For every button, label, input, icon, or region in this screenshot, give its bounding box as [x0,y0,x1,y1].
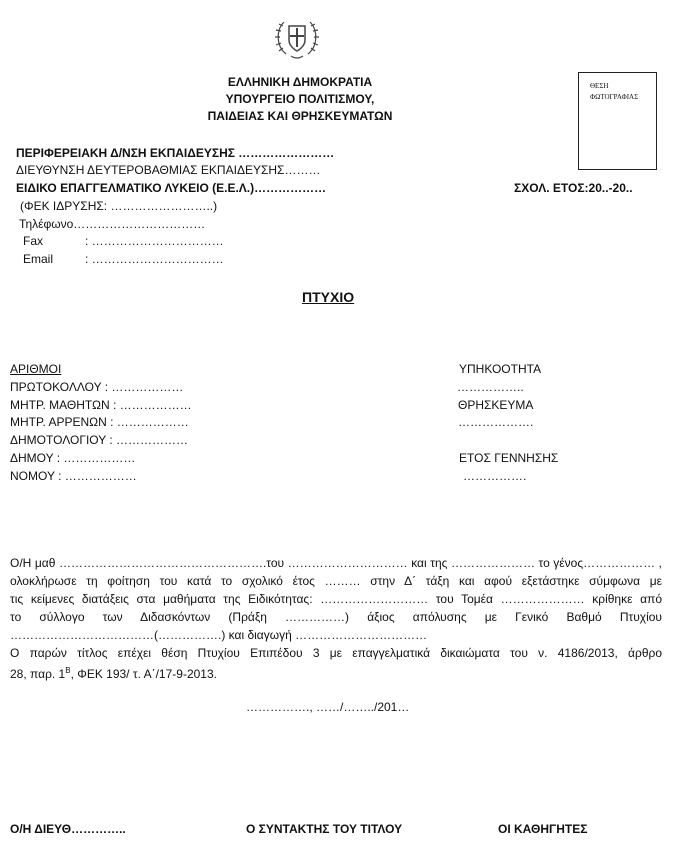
birth-year-value: ……………. [463,469,527,483]
protocol-number: ΠΡΩΤΟΚΟΛΛΟΥ : ……………… [10,380,184,394]
photo-label: ΘΕΣΗ ΦΩΤΟΓΡΑΦΙΑΣ [590,82,639,101]
director-signature-label: Ο/Η ΔΙΕΥΘ………….. [10,822,126,836]
fax-field: : …………………………… [85,234,224,248]
photo-placeholder [578,72,657,170]
certificate-body [10,554,662,683]
fek-founding: (ΦΕΚ ΙΔΡΥΣΗΣ: ……………………..) [20,199,218,213]
body-line-7b: , ΦΕΚ 193/ τ. Α΄/17-9-2013. [70,667,217,681]
body-line-2: ολοκλήρωσε τη φοίτηση του κατά το σχολικό έτος ……… στην Δ΄ τάξη και αφού εξετάστηκε σύμφωνα με [10,574,662,588]
header-line-3: ΠΑΙΔΕΙΑΣ ΚΑΙ ΘΡΗΣΚΕΥΜΑΤΩΝ [207,109,393,123]
author-signature-label: Ο ΣΥΝΤΑΚΤΗΣ ΤΟΥ ΤΙΤΛΟΥ [246,822,403,836]
header-line-2: ΥΠΟΥΡΓΕΙΟ ΠΟΛΙΤΙΣΜΟΥ, [225,92,375,106]
male-register-number: ΜΗΤΡ. ΑΡΡΕΝΩΝ : ……………… [10,415,189,429]
citizenship-value: …………….. [457,380,524,394]
body-line-6: Ο παρών τίτλος επέχει θέση Πτυχίου Επιπέδου 3 με επαγγελματικά δικαιώματα του ν. 4186/2013, άρθρο [10,646,662,660]
regional-directorate: ΠΕΡΙΦΕΡΕΙΑΚΗ Δ/ΝΣΗ ΕΚΠΑΙΔΕΥΣΗΣ …………………… [16,146,335,160]
religion-value: ………………. [458,415,534,429]
document-title: ΠΤΥΧΙΟ [302,289,355,305]
phone-field: Τηλέφωνο…………………………… [19,217,206,231]
body-line-7-superscript: Β [65,666,71,675]
school-year: ΣΧΟΛ. ΕΤΟΣ:20..-20.. [514,181,633,195]
prefecture-field: ΝΟΜΟΥ : ……………… [10,469,137,483]
teachers-signature-label: ΟΙ ΚΑΘΗΓΗΤΕΣ [498,822,588,836]
student-register-number: ΜΗΤΡ. ΜΑΘΗΤΩΝ : ……………… [10,398,192,412]
ministry-header [0,74,600,125]
municipal-register-number: ΔΗΜΟΤΟΛΟΓΙΟΥ : ……………… [10,433,189,447]
body-line-3: τις κείμενες διατάξεις στα μαθήματα της Ειδικότητας: ……………………… του Τομέα ………………… κρίθηκε από [10,592,662,606]
email-field: : …………………………… [85,252,224,266]
body-line-5: ………………………………(…………….) και διαγωγή …………………………… [10,628,428,642]
date-line: ……………., ……/……../201… [246,700,410,714]
body-line-4: το σύλλογο των Διδασκόντων (Πράξη ……………) άξιος απόλυσης με Γενικό Βαθμό Πτυχίου [10,610,662,624]
header-line-1: ΕΛΛΗΝΙΚΗ ΔΗΜΟΚΡΑΤΙΑ [227,75,373,89]
secondary-directorate: ΔΙΕΥΘΥΝΣΗ ΔΕΥΤΕΡΟΒΑΘΜΙΑΣ ΕΚΠΑΙΔΕΥΣΗΣ……… [16,163,321,177]
body-line-7 [10,662,662,683]
numbers-heading: ΑΡΙΘΜΟΙ [10,362,62,376]
email-label: Email [23,252,54,266]
body-line-7a: 28, παρ. 1 [10,667,66,681]
religion-label: ΘΡΗΣΚΕΥΜΑ [458,398,534,412]
citizenship-label: ΥΠΗΚΟΟΤΗΤΑ [459,362,542,376]
fax-label: Fax [23,234,44,248]
birth-year-label: ΕΤΟΣ ΓΕΝΝΗΣΗΣ [459,451,559,465]
greek-emblem-icon [272,14,322,64]
school-name: ΕΙΔΙΚΟ ΕΠΑΓΓΕΛΜΑΤΙΚΟ ΛΥΚΕΙΟ (Ε.Ε.Λ.)……………… [16,181,327,195]
body-line-1: Ο/Η μαθ …………………………………………….του ………………………… και της ………………… το γένος……………… , [10,556,662,570]
municipality-field: ΔΗΜΟΥ : ……………… [10,451,136,465]
